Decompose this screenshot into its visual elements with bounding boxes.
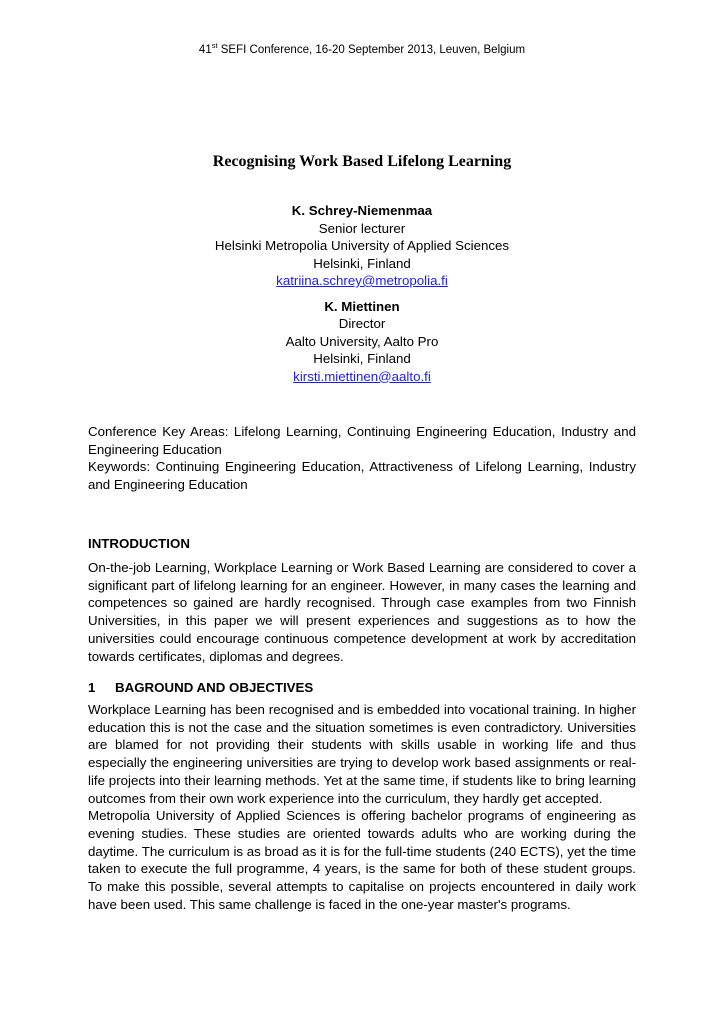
header-ordinal-suffix: st bbox=[211, 41, 218, 51]
running-header bbox=[0, 43, 724, 57]
section-number: 1 bbox=[88, 680, 96, 695]
introduction-heading: INTRODUCTION bbox=[88, 536, 190, 551]
author-email-link[interactable]: kirsti.miettinen@aalto.fi bbox=[293, 368, 431, 384]
author-location: Helsinki, Finland bbox=[313, 351, 411, 366]
section-1-paragraph-1: Workplace Learning has been recognised and is embedded into vocational training. In higher education this is not the case and the situation sometimes is even contradictory. Universities are blamed for not providing their students with skills usable in working life and thus especially the engineering universities are trying to develop work based assignments or real-life projects into their learning methods. Yet at the same time, if students like to bring learning outcomes from their own work experience into the curriculum, they hardly get accepted. bbox=[88, 702, 636, 806]
author-affiliation: Helsinki Metropolia University of Applied Sciences bbox=[214, 238, 510, 253]
keywords-block bbox=[88, 423, 636, 494]
author-1 bbox=[0, 202, 724, 290]
section-1-paragraph-2: Metropolia University of Applied Sciences is offering bachelor programs of engineering as evening studies. These studies are oriented towards adults who are working during the daytime. The curriculum is as broad as it is for the full-time students (240 ECTS), yet the time taken to execute the full programme, 4 years, is the same for both of these student groups. To make this possible, several attempts to capitalise on projects encountered in daily work have been used. This same challenge is faced in the one-year master's programs. bbox=[88, 808, 636, 912]
author-affiliation: Aalto University, Aalto Pro bbox=[285, 333, 439, 349]
header-conference-details: SEFI Conference, 16-20 September 2013, Leuven, Belgium bbox=[217, 44, 526, 56]
section-title: BAGROUND AND OBJECTIVES bbox=[115, 680, 314, 695]
conference-key-areas: Conference Key Areas: Lifelong Learning, Continuing Engineering Education, Industry and Engineering Education bbox=[88, 424, 636, 457]
header-conference-number: 41 bbox=[198, 44, 212, 56]
author-role: Director bbox=[338, 316, 386, 331]
author-block bbox=[0, 202, 724, 393]
paper-title: Recognising Work Based Lifelong Learning bbox=[212, 153, 512, 170]
author-name: K. Schrey-Niemenmaa bbox=[291, 203, 433, 218]
keywords: Keywords: Continuing Engineering Education, Attractiveness of Lifelong Learning, Industry and Engineering Education bbox=[88, 459, 636, 493]
author-2 bbox=[0, 298, 724, 386]
author-role: Senior lecturer bbox=[318, 220, 406, 236]
section-1-body bbox=[88, 701, 636, 913]
author-location: Helsinki, Finland bbox=[313, 255, 411, 271]
author-email-link[interactable]: katriina.schrey@metropolia.fi bbox=[276, 273, 448, 288]
author-name: K. Miettinen bbox=[324, 298, 400, 314]
introduction-paragraph: On-the-job Learning, Workplace Learning or Work Based Learning are considered to cover a significant part of lifelong learning for an engineer. However, in many cases the learning and competences so gained are hardly recognised. Through case examples from two Finnish Universities, in this paper we will present experiences and suggestions as to how the universities could encourage continuous competence development at work by accreditation towards certificates, diplomas and degrees. bbox=[88, 560, 636, 664]
section-1-heading bbox=[88, 679, 636, 697]
